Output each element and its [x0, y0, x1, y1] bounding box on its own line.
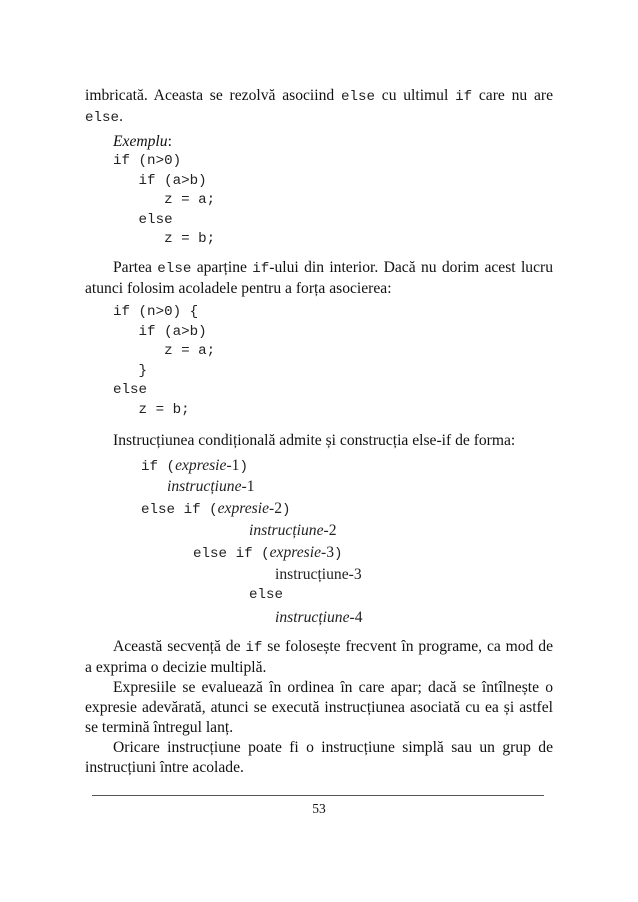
form-line: instrucțiune-3 [275, 565, 362, 583]
example-label: Exemplu: [113, 133, 172, 150]
paragraph-5: Expresiile se evaluează în ordinea în care apar; dacă se întîlnește o expresie adevărată, atunci se execută instrucțiunea asociată cu ea și astfel se termină întregul lanț. [85, 678, 553, 736]
paragraph-2: Partea else aparține if-ului din interior. Dacă nu dorim acest lucru atunci folosim acoladele pentru a forța asocierea: [85, 258, 553, 297]
paragraph-6: Oricare instrucțiune poate fi o instrucțiune simplă sau un grup de instrucțiuni între acolade. [85, 738, 553, 776]
paragraph-4: Această secvență de if se folosește frecvent în programe, ca mod de a exprima o decizie multiplă. [85, 637, 553, 676]
form-line: if (expresie-1) [141, 456, 248, 475]
code-example-2 [113, 303, 553, 421]
form-line: else if (expresie-2) [141, 500, 291, 519]
page-content [85, 86, 553, 778]
form-line: instrucțiune-1 [167, 478, 255, 496]
paragraph-3: Instrucțiunea condițională admite și construcția else-if de forma: [113, 431, 516, 449]
form-line: instrucțiune-4 [275, 609, 363, 627]
intro-paragraph: imbricată. Aceasta se rezolvă asociind else cu ultimul if care nu are else. [85, 87, 553, 126]
code-line: if (a>b) [113, 172, 207, 189]
code-line: z = b; [113, 231, 216, 248]
code-line: } [113, 362, 148, 379]
code-line: if (a>b) [113, 323, 207, 340]
footer-rule [92, 795, 544, 796]
page-number: 53 [312, 801, 326, 816]
form-line: else [249, 587, 284, 604]
inline-code: else [85, 110, 120, 126]
else-if-form [85, 455, 553, 629]
inline-code: else [157, 260, 192, 277]
code-example-1 [113, 152, 553, 250]
code-line: else [113, 211, 173, 228]
form-line: else if (expresie-3) [193, 543, 343, 562]
code-line: if (n>0) [113, 153, 182, 169]
inline-code: if [252, 260, 270, 277]
form-line: instrucțiune-2 [249, 521, 337, 539]
inline-code: if [455, 89, 473, 105]
code-line: z = b; [113, 401, 190, 418]
code-line: if (n>0) { [113, 303, 199, 320]
code-line: z = a; [113, 343, 216, 360]
code-line: z = a; [113, 192, 216, 209]
code-line: else [113, 382, 148, 399]
inline-code: if [245, 639, 263, 656]
inline-code: else [340, 89, 375, 105]
